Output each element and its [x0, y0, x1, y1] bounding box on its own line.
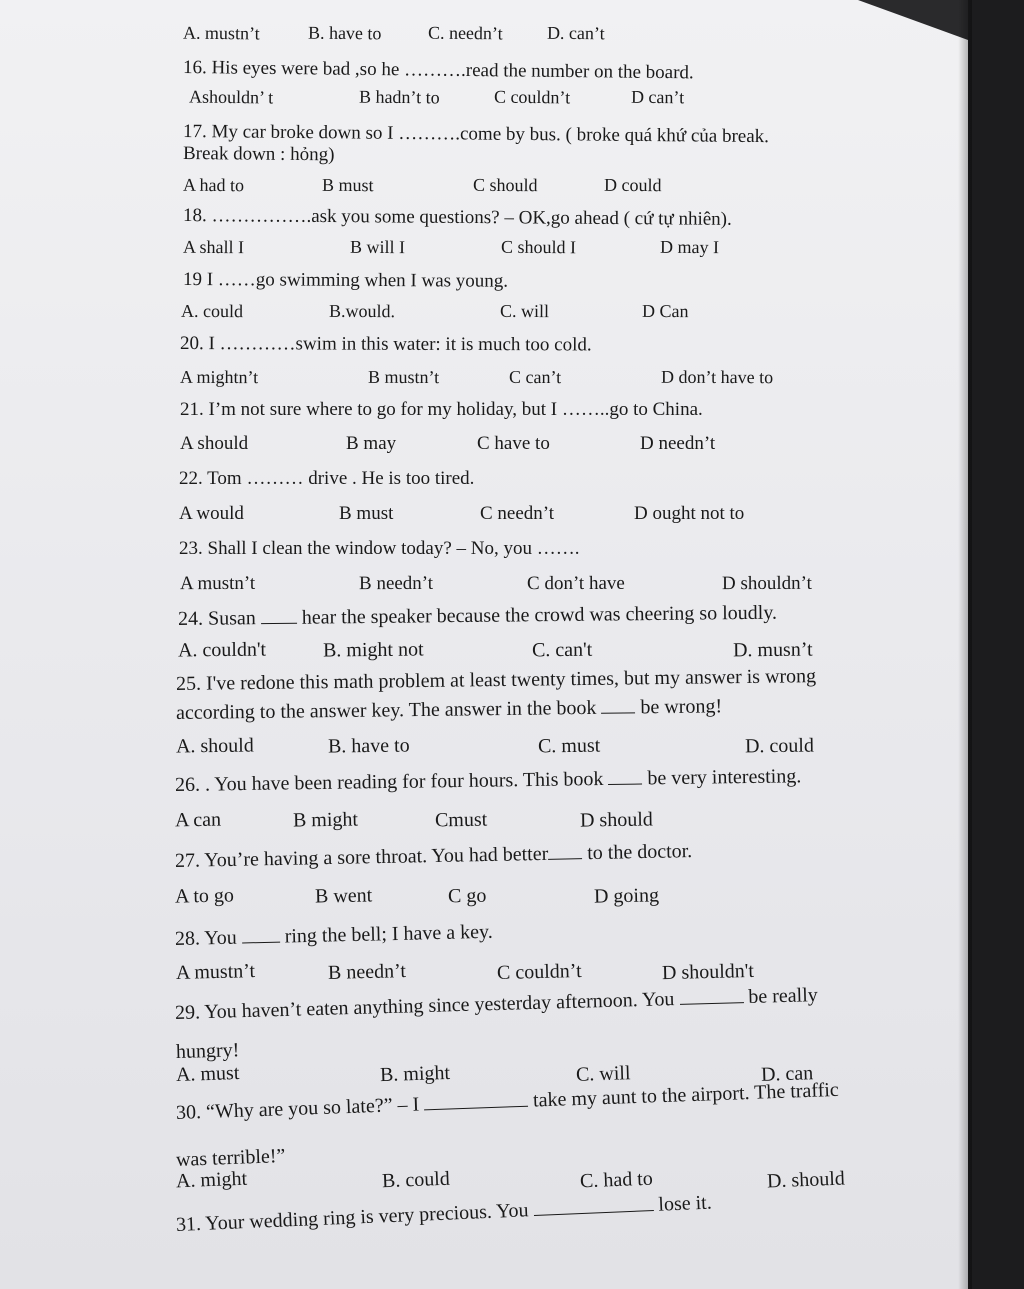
- q16-options-option-c: C couldn’t: [493, 86, 571, 108]
- q20-options-option-a: A mightn’t: [179, 366, 259, 388]
- q16-options-option-d: D can’t: [630, 86, 685, 108]
- answer-blank: [548, 840, 582, 860]
- q23-options-option-d: D shouldn’t: [721, 572, 812, 595]
- q28-stem: 28. You ring the bell; I have a key.: [174, 920, 493, 950]
- q26-options-option-a: A can: [174, 808, 222, 832]
- q27-options-option-c: C go: [447, 884, 487, 908]
- q17-options-option-d: D could: [603, 174, 662, 196]
- q28-options-option-a: A mustn’t: [175, 960, 256, 984]
- q27-options-option-b: B went: [314, 884, 373, 908]
- q24-options-option-a: A. couldn't: [177, 638, 267, 662]
- q25-options-option-b: B. have to: [327, 734, 410, 758]
- answer-blank: [533, 1192, 654, 1216]
- q25-stem-1: 25. I've redone this math problem at least twenty times, but my answer is wrong: [175, 665, 817, 695]
- q28-options-option-b: B needn’t: [327, 960, 407, 984]
- q22-options-option-a: A would: [179, 503, 244, 524]
- q20-options-option-d: D don’t have to: [660, 366, 774, 388]
- q25-options-option-a: A. should: [175, 734, 254, 758]
- q17-options-option-b: B must: [321, 174, 374, 196]
- q31-stem: 31. Your wedding ring is very precious. You lose it.: [175, 1191, 713, 1236]
- q23-options-option-a: A mustn’t: [179, 572, 256, 595]
- q24-options-option-d: D. musn’t: [732, 638, 813, 662]
- q18-options-option-a: A shall I: [182, 236, 245, 258]
- page-corner: [858, 0, 968, 40]
- q20-options-option-b: B mustn’t: [367, 366, 440, 388]
- q17-stem-2: Break down : hỏng): [182, 143, 335, 166]
- q27-options-option-d: D going: [593, 884, 660, 908]
- answer-blank: [424, 1088, 529, 1111]
- q21-options-option-a: A should: [180, 433, 249, 454]
- q29-stem-2: hungry!: [175, 1039, 240, 1063]
- q21-stem: 21. I’m not sure where to go for my holiday, but I ……..go to China.: [180, 399, 703, 420]
- answer-blank: [601, 694, 635, 713]
- answer-blank: [241, 924, 279, 944]
- q21-options-option-d: D needn’t: [640, 433, 716, 454]
- q30-stem-2: was terrible!”: [175, 1144, 286, 1171]
- q15-options-option-c: C. needn’t: [427, 22, 503, 44]
- q27-stem: 27. You’re having a sore throat. You had better to the doctor.: [174, 840, 693, 872]
- q24-options-option-b: B. might not: [322, 638, 424, 662]
- q28-options-option-c: C couldn’t: [496, 959, 582, 985]
- q16-stem: 16. His eyes were bad ,so he ……….read the number on the board.: [182, 57, 694, 84]
- q29-options-option-a: A. must: [175, 1062, 240, 1086]
- q19-options-option-c: C. will: [499, 300, 550, 322]
- q18-stem: 18. …………….ask you some questions? – OK,go ahead ( cứ tự nhiên).: [182, 205, 732, 230]
- q23-options-option-c: C don’t have: [526, 572, 625, 595]
- q29-options-option-d: D. can: [760, 1062, 814, 1086]
- q18-options-option-d: D may I: [659, 236, 720, 258]
- q26-options-option-c: Cmust: [434, 808, 488, 832]
- q20-options-option-c: C can’t: [508, 366, 562, 388]
- q30-stem-1: 30. “Why are you so late?” – I take my aunt to the airport. The traffic: [175, 1078, 840, 1124]
- q20-stem: 20. I …………swim in this water: it is much too cold.: [179, 333, 592, 356]
- q17-options-option-a: A had to: [182, 174, 245, 196]
- q19-options-option-d: D Can: [641, 300, 689, 322]
- q28-options-option-d: D shouldn't: [661, 959, 755, 985]
- q17-options-option-c: C should: [472, 174, 538, 196]
- answer-blank: [261, 605, 297, 624]
- q29-options-option-c: C. will: [575, 1062, 631, 1086]
- q24-stem: 24. Susan hear the speaker because the crowd was cheering so loudly.: [177, 601, 778, 630]
- q22-options-option-c: C needn’t: [480, 503, 555, 524]
- q19-options-option-b: B.would.: [328, 300, 396, 322]
- q25-options-option-d: D. could: [744, 734, 815, 758]
- q18-options-option-b: B will I: [349, 236, 406, 258]
- q16-options-option-a: Ashouldn’ t: [188, 86, 274, 108]
- answer-blank: [608, 765, 642, 784]
- q17-stem-1: 17. My car broke down so I ……….come by bus. ( broke quá khứ của break.: [182, 121, 770, 148]
- q22-stem: 22. Tom ……… drive . He is too tired.: [179, 468, 475, 489]
- answer-blank: [679, 984, 744, 1005]
- q15-options-option-b: B. have to: [307, 22, 382, 44]
- q30-options-option-b: B. could: [381, 1167, 451, 1193]
- q19-stem: 19 I ……go swimming when I was young.: [182, 269, 509, 292]
- q25-options-option-c: C. must: [537, 734, 601, 758]
- q23-options-option-b: B needn’t: [358, 572, 434, 595]
- q27-options-option-a: A to go: [174, 884, 235, 908]
- q25-stem-2: according to the answer key. The answer in the book be wrong!: [175, 695, 723, 724]
- q29-stem-1: 29. You haven’t eaten anything since yesterday afternoon. You be really: [174, 984, 819, 1024]
- q26-options-option-b: B might: [292, 808, 359, 832]
- page-edge-shadow: [958, 0, 972, 1289]
- q30-options-option-c: C. had to: [579, 1167, 654, 1193]
- q16-options-option-b: B hadn’t to: [358, 86, 440, 108]
- q26-stem: 26. . You have been reading for four hours. This book be very interesting.: [174, 765, 802, 796]
- q21-options-option-c: C have to: [477, 433, 550, 454]
- q23-stem: 23. Shall I clean the window today? – No, you …….: [179, 538, 580, 559]
- q30-options-option-d: D. should: [766, 1167, 846, 1193]
- q15-options-option-a: A. mustn’t: [182, 22, 260, 44]
- q29-options-option-b: B. might: [379, 1061, 451, 1087]
- q30-options-option-a: A. might: [175, 1167, 248, 1193]
- q18-options-option-c: C should I: [500, 236, 577, 258]
- q22-options-option-b: B must: [339, 503, 394, 524]
- q21-options-option-b: B may: [346, 433, 397, 454]
- q22-options-option-d: D ought not to: [634, 503, 745, 524]
- q26-options-option-d: D should: [579, 808, 653, 832]
- q19-options-option-a: A. could: [180, 300, 244, 322]
- q15-options-option-d: D. can’t: [546, 22, 605, 44]
- q24-options-option-c: C. can't: [531, 638, 593, 662]
